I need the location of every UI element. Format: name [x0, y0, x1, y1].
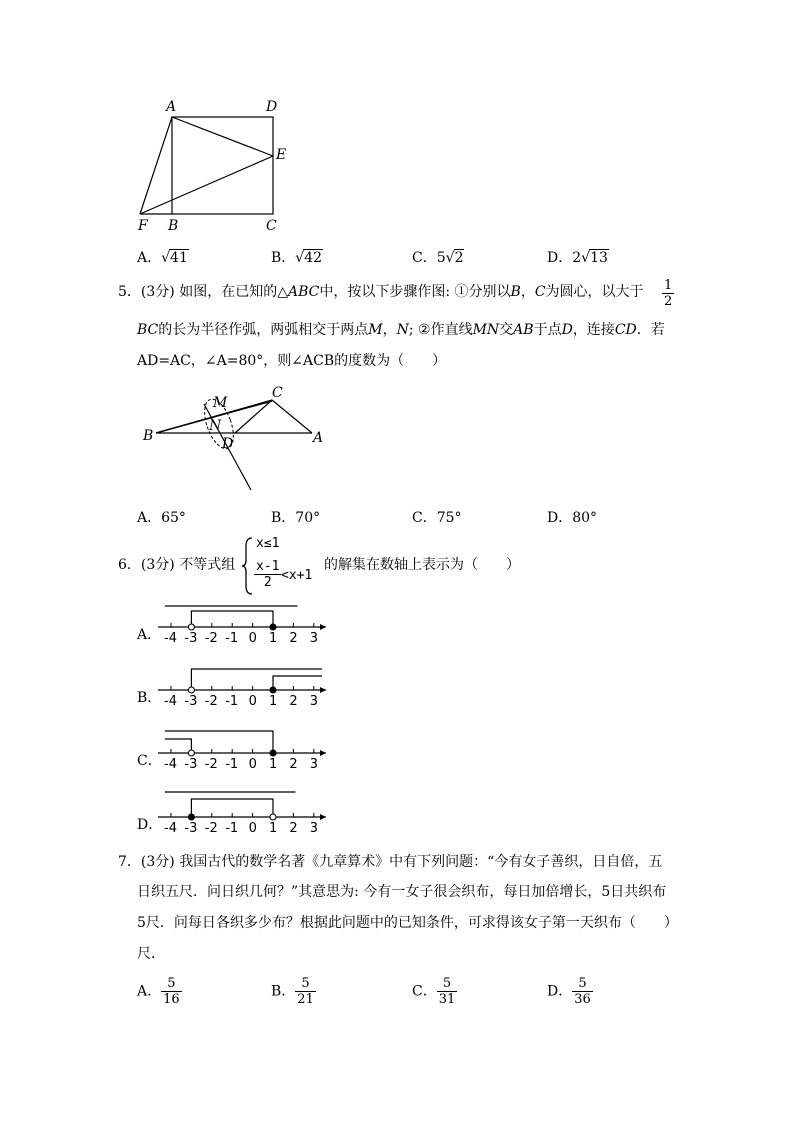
q4-option-c[interactable]: C．5√2 — [412, 250, 464, 266]
tick-label: -4 — [164, 631, 177, 646]
label-C: C — [266, 218, 277, 234]
q5-fraction: $\frac{1}{2}$ — [664, 278, 673, 309]
q7-option-c[interactable]: C． $\frac{5}{31}$ — [412, 976, 456, 1007]
label-M: M — [213, 395, 228, 411]
label-B-2: B — [143, 428, 154, 444]
q5-option-a[interactable]: A．65° — [137, 510, 186, 526]
tick-label: -1 — [225, 631, 239, 646]
q7-line1: 7．(3分) 我国古代的数学名著《九章算术》中有下列问题：“今有女子善织，日自倍，五 — [118, 854, 663, 870]
q7-line2: 日织五尺．问日织几何？”其意思为: 今有一女子很会织布，每日加倍增长，5日共织布 — [137, 884, 667, 900]
q5-line1: 5．(3分) 如图，在已知的△ABC中，按以下步骤作图: ①分别以B，C为圆心，以大于 — [118, 284, 644, 300]
q4-option-a[interactable]: A．√41 — [137, 250, 188, 266]
label-F: F — [138, 218, 148, 234]
q7-option-b[interactable]: B． $\frac{5}{21}$ — [271, 976, 314, 1007]
q5-option-c[interactable]: C．75° — [412, 510, 462, 526]
label-D-2: D — [222, 436, 234, 452]
tick-label: 1 — [269, 631, 278, 646]
label-N: N — [209, 418, 222, 434]
tick-label: -2 — [204, 694, 218, 709]
label-E: E — [276, 147, 287, 163]
tick-label: 0 — [248, 631, 257, 646]
q7-line3: 5尺．问每日各织多少布？根据此问题中的已知条件，可求得该女子第一天织布（ ） — [137, 915, 678, 931]
q6-prefix: 6．(3分) 不等式组 — [118, 557, 236, 573]
tick-label: -2 — [204, 631, 218, 646]
q6-option-a[interactable]: A． — [137, 627, 162, 643]
tick-label: -1 — [225, 821, 239, 836]
tick-label: 2 — [289, 694, 298, 709]
q5-option-b[interactable]: B．70° — [271, 510, 321, 526]
label-A: A — [166, 99, 177, 115]
tick-label: 0 — [248, 821, 257, 836]
q5-line2: BC的长为半径作弧，两弧相交于两点M，N; ②作直线MN交AB于点D，连接CD．若 — [137, 322, 665, 338]
tick-label: 1 — [269, 821, 278, 836]
tick-label: 3 — [309, 821, 319, 836]
q6-option-d[interactable]: D． — [137, 817, 163, 833]
label-A-2: A — [313, 430, 324, 446]
q7-line4: 尺． — [137, 946, 165, 962]
q7-option-a[interactable]: A． $\frac{5}{16}$ — [137, 976, 180, 1007]
tick-label: -4 — [164, 694, 177, 709]
tick-label: 3 — [309, 694, 319, 709]
tick-label: -1 — [225, 757, 239, 772]
tick-label: -3 — [184, 631, 198, 646]
tick-label: 3 — [309, 757, 319, 772]
q5-option-d[interactable]: D．80° — [547, 510, 598, 526]
tick-label: -3 — [184, 821, 198, 836]
tick-label: 1 — [269, 694, 278, 709]
tick-label: -3 — [184, 694, 198, 709]
q6-inequality-1: x≤1 — [256, 536, 280, 551]
tick-label: -4 — [164, 821, 177, 836]
tick-label: -1 — [225, 694, 239, 709]
tick-label: 2 — [289, 631, 298, 646]
tick-label: 3 — [309, 631, 319, 646]
q7-option-d[interactable]: D． $\frac{5}{36}$ — [547, 976, 591, 1007]
q6-suffix: 的解集在数轴上表示为（ ） — [324, 557, 520, 573]
label-D: D — [266, 99, 278, 115]
tick-label: -2 — [204, 757, 218, 772]
q6-option-c[interactable]: C． — [137, 753, 162, 769]
q6-inequality-2-rhs: <x+1 — [281, 568, 313, 583]
q5-line3: AD=AC，∠A=80°，则∠ACB的度数为（ ） — [137, 353, 447, 369]
q6-inequality-2-fraction: $\frac{x-1}{2}$ — [256, 559, 280, 590]
q4-option-d[interactable]: D．2√13 — [547, 250, 608, 266]
tick-label: 1 — [269, 757, 278, 772]
label-B: B — [168, 218, 179, 234]
label-C-2: C — [272, 385, 283, 401]
tick-label: -2 — [204, 821, 218, 836]
q6-option-b[interactable]: B． — [137, 690, 162, 706]
tick-label: -3 — [184, 757, 198, 772]
tick-label: 2 — [289, 757, 298, 772]
tick-label: 0 — [248, 757, 257, 772]
q4-option-b[interactable]: B．√42 — [271, 250, 323, 266]
tick-label: 0 — [248, 694, 257, 709]
tick-label: -4 — [164, 757, 177, 772]
tick-label: 2 — [289, 821, 298, 836]
